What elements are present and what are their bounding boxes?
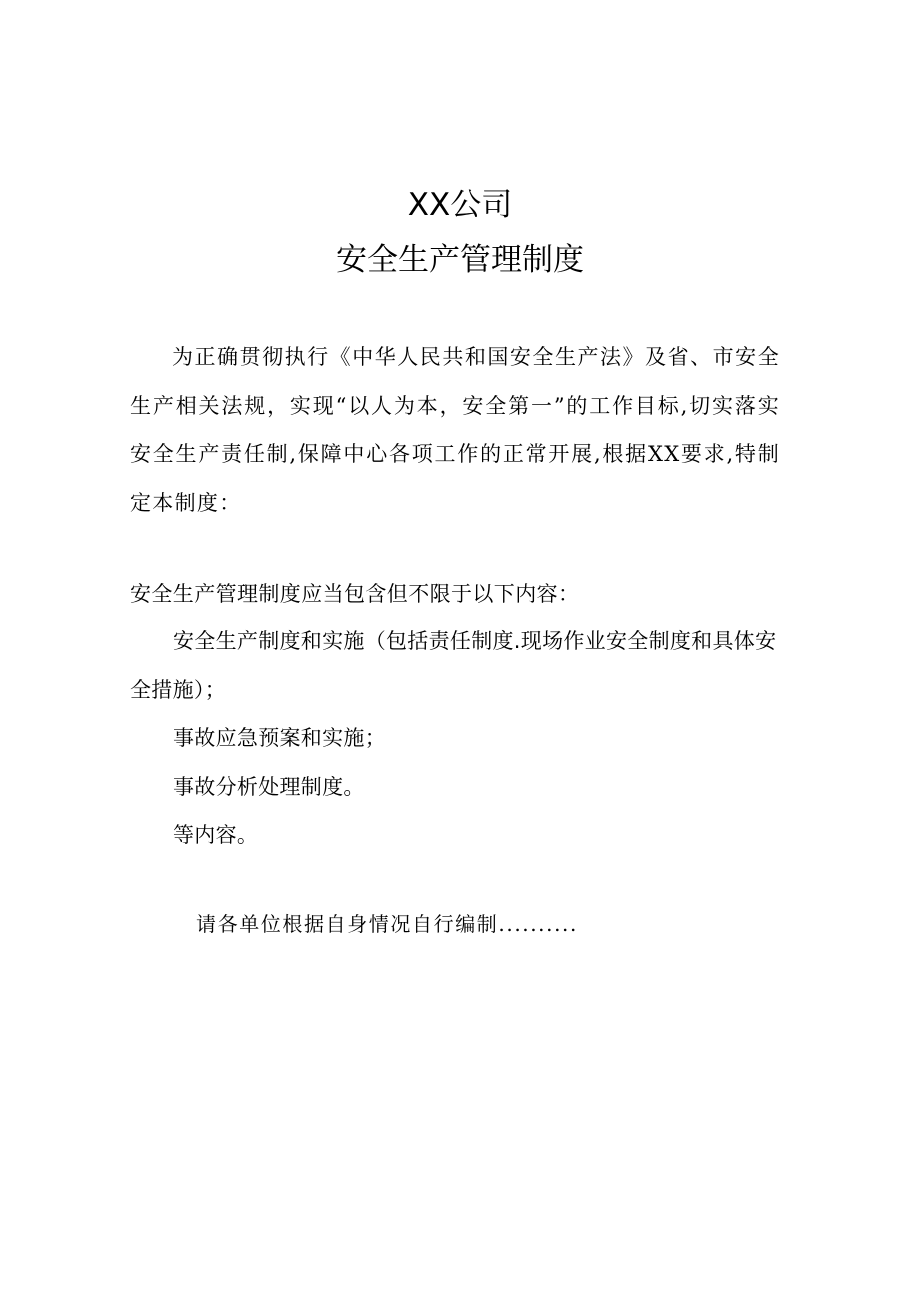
company-name: XX公司 [407,187,513,223]
list-item: 安全生产制度和实施（包括责任制度.现场作业安全制度和具体安全措施）； [130,629,777,702]
document-title: 安全生产管理制度 [336,242,584,278]
list-item: 事故应急预案和实施； [173,726,386,750]
list-item: 事故分析处理制度。 [173,775,365,799]
footer-note: 请各单位根据自身情况自行编制.......... [196,912,578,936]
intro-paragraph: 为正确贯彻执行《中华人民共和国安全生产法》及省、市安全生产相关法规，实现“以人为本，安全第一”的工作目标,切实落实安全生产责任制,保障中心各项工作的正常开展,根据XX要求,特制定本制度： [130,345,780,515]
contents-heading: 安全生产管理制度应当包含但不限于以下内容： [130,582,580,606]
list-item: 等内容。 [173,823,259,847]
